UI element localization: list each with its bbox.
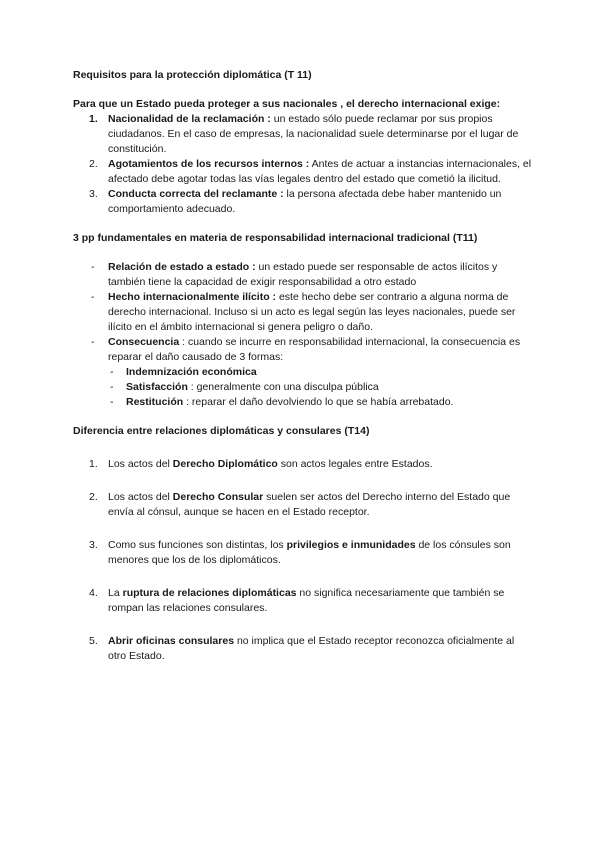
list-item: [73, 457, 533, 472]
list-number: 5.: [89, 635, 98, 647]
list-item: [73, 260, 533, 290]
list-item: [73, 490, 533, 520]
item-term: Consecuencia: [108, 336, 180, 348]
item-text-post: no significa necesariamente que también se rompan las relaciones consulares.: [108, 587, 505, 614]
section3-list: [73, 457, 533, 664]
list-item: [73, 290, 533, 335]
item-term: Agotamientos de los recursos internos :: [108, 158, 310, 170]
list-number: 2.: [89, 158, 98, 170]
dash-bullet: -: [91, 291, 95, 303]
item-term: Hecho internacionalmente ilícito :: [108, 291, 277, 303]
section2-list: [73, 260, 533, 410]
item-text: un estado puede ser responsable de actos ilícitos y también tiene la capacidad de exigir responsabilidad a otro estado: [108, 261, 498, 288]
item-text-pre: La: [108, 587, 123, 599]
item-text-post: son actos legales entre Estados.: [277, 458, 433, 470]
dash-bullet: -: [91, 336, 95, 348]
item-text-pre: Los actos del: [108, 458, 173, 470]
sub-list-item: [73, 395, 533, 410]
item-term: Abrir oficinas consulares: [108, 635, 235, 647]
section1-list: [73, 112, 533, 217]
document-page: [73, 68, 533, 664]
item-text-pre: Como sus funciones son distintas, los: [108, 539, 287, 551]
item-text-pre: Los actos del: [108, 491, 173, 503]
list-number: 2.: [89, 491, 98, 503]
list-item: [73, 634, 533, 664]
item-text-post: suelen ser actos del Derecho interno del Estado que envía al cónsul, aunque se hacen en el Estado receptor.: [108, 491, 511, 518]
item-text-post: no implica que el Estado receptor reconozca oficialmente al otro Estado.: [108, 635, 515, 662]
sub-list-item: [73, 380, 533, 395]
item-term: privilegios e inmunidades: [286, 539, 416, 551]
dash-bullet: -: [110, 381, 114, 393]
item-term: Indemnización económica: [126, 366, 257, 378]
item-text: : reparar el daño devolviendo lo que se había arrebatado.: [183, 396, 454, 408]
list-item: [73, 335, 533, 365]
section2-title: 3 pp fundamentales en materia de responsabilidad internacional tradicional (T11): [73, 232, 478, 244]
item-term: Conducta correcta del reclamante :: [108, 188, 284, 200]
item-term: Restitución: [126, 396, 184, 408]
list-number: 3.: [89, 539, 98, 551]
item-text-post: de los cónsules son menores que los de los diplomáticos.: [108, 539, 511, 566]
section1-title: Requisitos para la protección diplomática (T 11): [73, 69, 312, 81]
list-number: 4.: [89, 587, 98, 599]
sub-list-item: [73, 365, 533, 380]
item-term: Nacionalidad de la reclamación :: [108, 113, 271, 125]
list-item: [73, 586, 533, 616]
list-number: 1.: [89, 113, 98, 125]
section1-intro: Para que un Estado pueda proteger a sus nacionales , el derecho internacional exige:: [73, 98, 501, 110]
list-number: 3.: [89, 188, 98, 200]
list-item: [73, 187, 533, 217]
section3-title: Diferencia entre relaciones diplomáticas y consulares (T14): [73, 425, 370, 437]
item-text: : generalmente con una disculpa pública: [187, 381, 379, 393]
item-text: este hecho debe ser contrario a alguna norma de derecho internacional. Incluso si un acto es legal según las leyes nacionales, puede ser ilícito en el ámbito internacional si genera peligro o daño.: [108, 291, 516, 333]
item-term: Relación de estado a estado :: [108, 261, 256, 273]
dash-bullet: -: [110, 396, 114, 408]
item-term: Derecho Consular: [172, 491, 264, 503]
dash-bullet: -: [91, 261, 95, 273]
item-text: Antes de actuar a instancias internacionales, el afectado debe agotar todas las vías legales dentro del estado que cometió la ilicitud.: [108, 158, 532, 185]
item-term: Satisfacción: [126, 381, 188, 393]
item-text: la persona afectada debe haber mantenido un comportamiento adecuado.: [108, 188, 502, 215]
item-term: ruptura de relaciones diplomáticas: [122, 587, 297, 599]
list-item: [73, 157, 533, 187]
item-term: Derecho Diplomático: [172, 458, 278, 470]
dash-bullet: -: [110, 366, 114, 378]
list-number: 1.: [89, 458, 98, 470]
item-text: : cuando se incurre en responsabilidad internacional, la consecuencia es reparar el daño causado de 3 formas:: [108, 336, 521, 363]
list-item: [73, 538, 533, 568]
list-item: [73, 112, 533, 157]
item-text: un estado sólo puede reclamar por sus propios ciudadanos. En el caso de empresas, la nacionalidad suele determinarse por el lugar de constitución.: [108, 113, 519, 155]
